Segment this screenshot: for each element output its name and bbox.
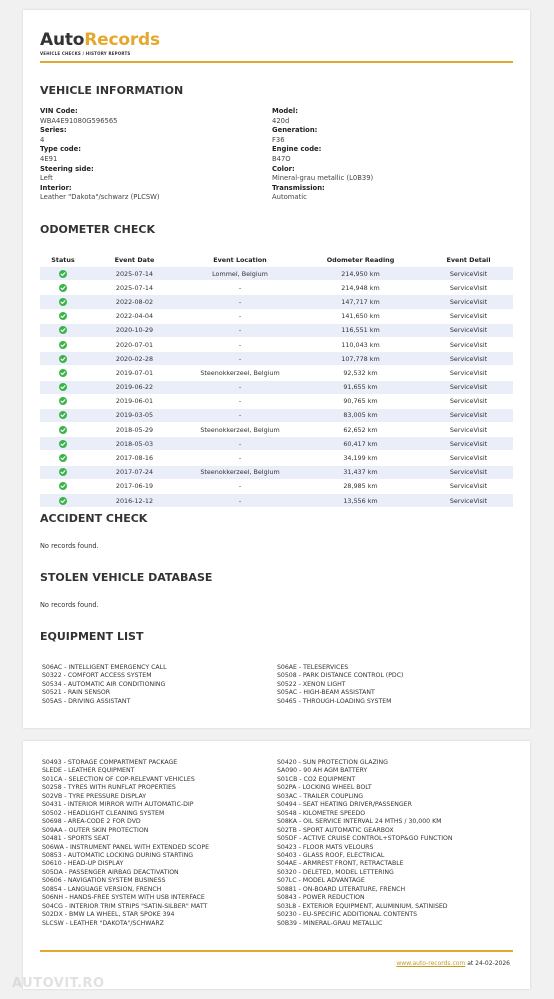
equipment-item: S06NH - HANDS-FREE SYSTEM WITH USB INTERFACE bbox=[42, 894, 205, 902]
logo-text-auto: Auto bbox=[40, 30, 85, 50]
odometer-reading-cell: 147,717 km bbox=[297, 295, 424, 309]
event-detail-cell: ServiceVisit bbox=[424, 465, 513, 479]
equipment-item: S07LC - MODEL ADVANTAGE bbox=[277, 877, 365, 885]
stolen-no-records: No records found. bbox=[40, 601, 99, 609]
table-row bbox=[40, 295, 513, 309]
equipment-list-left bbox=[42, 664, 167, 706]
check-circle-icon bbox=[59, 270, 67, 278]
equipment-list-right bbox=[277, 664, 403, 706]
odometer-table bbox=[40, 253, 513, 508]
equipment-item: S0606 - NAVIGATION SYSTEM BUSINESS bbox=[42, 877, 166, 885]
check-circle-icon bbox=[59, 482, 67, 490]
accident-no-records: No records found. bbox=[40, 542, 99, 550]
table-row bbox=[40, 337, 513, 351]
logo-text-records: Records bbox=[84, 30, 160, 50]
equipment-heading: EQUIPMENT LIST bbox=[40, 630, 144, 643]
equipment-item: S0508 - PARK DISTANCE CONTROL (PDC) bbox=[277, 672, 404, 680]
event-location-cell: - bbox=[183, 337, 297, 351]
event-detail-cell: ServiceVisit bbox=[424, 295, 513, 309]
equipment-item: S0853 - AUTOMATIC LOCKING DURING STARTING bbox=[42, 851, 194, 859]
table-row bbox=[40, 352, 513, 366]
equipment-item: S0320 - DELETED, MODEL LETTERING bbox=[277, 868, 394, 876]
accident-heading: ACCIDENT CHECK bbox=[40, 512, 148, 525]
table-row bbox=[40, 309, 513, 323]
equipment-item: S0854 - LANGUAGE VERSION, FRENCH bbox=[42, 885, 162, 893]
odometer-reading-cell: 60,417 km bbox=[297, 437, 424, 451]
equipment-item: S01CB - CO2 EQUIPMENT bbox=[277, 775, 356, 783]
odometer-reading-cell: 92,532 km bbox=[297, 366, 424, 380]
equipment-item: S0403 - GLASS ROOF, ELECTRICAL bbox=[277, 851, 385, 859]
event-date-cell: 2018-05-29 bbox=[86, 423, 183, 437]
event-detail-cell: ServiceVisit bbox=[424, 366, 513, 380]
equipment-item: SLEDE - LEATHER EQUIPMENT bbox=[42, 767, 135, 775]
equipment-list-right-cont bbox=[277, 759, 453, 928]
footer-link[interactable]: www.auto-records.com bbox=[396, 960, 466, 967]
odometer-reading-cell: 34,199 km bbox=[297, 451, 424, 465]
event-detail-cell: ServiceVisit bbox=[424, 267, 513, 281]
report-page-1 bbox=[23, 10, 530, 728]
event-date-cell: 2020-07-01 bbox=[86, 337, 183, 351]
check-circle-icon bbox=[59, 411, 67, 419]
equipment-item: S0548 - KILOMETRE SPEEDO bbox=[277, 809, 366, 817]
equipment-item: S0610 - HEAD-UP DISPLAY bbox=[42, 860, 124, 868]
check-circle-icon bbox=[59, 284, 67, 292]
status-cell bbox=[40, 465, 86, 479]
event-location-cell: Lommel, Belgium bbox=[183, 267, 297, 281]
check-circle-icon bbox=[59, 440, 67, 448]
table-row bbox=[40, 281, 513, 295]
event-location-cell: - bbox=[183, 479, 297, 493]
event-date-cell: 2019-03-05 bbox=[86, 408, 183, 422]
col-odometer-reading: Odometer Reading bbox=[326, 256, 395, 264]
odometer-reading-cell: 110,043 km bbox=[297, 337, 424, 351]
odometer-reading-cell: 28,985 km bbox=[297, 479, 424, 493]
event-location-cell: - bbox=[183, 309, 297, 323]
event-detail-cell: ServiceVisit bbox=[424, 394, 513, 408]
table-row bbox=[40, 451, 513, 465]
equipment-item: S0843 - POWER REDUCTION bbox=[277, 894, 365, 902]
info-label: Color: bbox=[272, 164, 295, 173]
equipment-item: S05DF - ACTIVE CRUISE CONTROL+STOP&GO FUNCTION bbox=[277, 835, 453, 843]
equipment-item: S02PA - LOCKING WHEEL BOLT bbox=[277, 784, 372, 792]
odometer-reading-cell: 214,950 km bbox=[297, 267, 424, 281]
event-date-cell: 2020-02-28 bbox=[86, 352, 183, 366]
event-location-cell: - bbox=[183, 437, 297, 451]
event-detail-cell: ServiceVisit bbox=[424, 309, 513, 323]
odometer-reading-cell: 31,437 km bbox=[297, 465, 424, 479]
info-value: WBA4E91080G596565 bbox=[40, 116, 118, 125]
equipment-item: S0481 - SPORTS SEAT bbox=[42, 835, 110, 843]
event-date-cell: 2022-08-02 bbox=[86, 295, 183, 309]
event-detail-cell: ServiceVisit bbox=[424, 352, 513, 366]
info-value: Left bbox=[40, 174, 53, 183]
equipment-item: S0420 - SUN PROTECTION GLAZING bbox=[277, 759, 388, 766]
info-value: B47O bbox=[272, 154, 291, 163]
table-row bbox=[40, 366, 513, 380]
equipment-item: S06WA - INSTRUMENT PANEL WITH EXTENDED SCOPE bbox=[42, 843, 209, 851]
check-circle-icon bbox=[59, 369, 67, 377]
equipment-item: S05AS - DRIVING ASSISTANT bbox=[42, 697, 131, 705]
equipment-item: S0258 - TYRES WITH RUNFLAT PROPERTIES bbox=[42, 784, 176, 792]
equipment-item: S01CA - SELECTION OF COP-RELEVANT VEHICLES bbox=[42, 775, 195, 783]
status-cell bbox=[40, 423, 86, 437]
info-value: Mineral-grau metallic (L0B39) bbox=[272, 174, 374, 183]
info-label: Generation: bbox=[272, 126, 318, 135]
stolen-heading: STOLEN VEHICLE DATABASE bbox=[40, 571, 213, 584]
table-row bbox=[40, 323, 513, 337]
header-divider bbox=[40, 61, 513, 63]
odometer-reading-cell: 13,556 km bbox=[297, 494, 424, 508]
equipment-item: S0881 - ON-BOARD LITERATURE, FRENCH bbox=[277, 885, 406, 893]
status-cell bbox=[40, 494, 86, 508]
odometer-reading-cell: 91,655 km bbox=[297, 380, 424, 394]
equipment-item: S02DX - BMW LA WHEEL, STAR SPOKE 394 bbox=[42, 911, 175, 919]
equipment-item: S0522 - XENON LIGHT bbox=[277, 680, 346, 688]
event-location-cell: - bbox=[183, 323, 297, 337]
equipment-item: S0B39 - MINERAL-GRAU METALLIC bbox=[277, 919, 383, 927]
info-value: F36 bbox=[272, 135, 285, 144]
info-value: 4 bbox=[40, 135, 45, 144]
col-status: Status bbox=[51, 256, 75, 264]
equipment-item: S06AE - TELESERVICES bbox=[277, 664, 349, 671]
event-detail-cell: ServiceVisit bbox=[424, 479, 513, 493]
equipment-item: S0494 - SEAT HEATING DRIVER/PASSENGER bbox=[277, 801, 412, 809]
status-cell bbox=[40, 380, 86, 394]
event-detail-cell: ServiceVisit bbox=[424, 323, 513, 337]
odometer-reading-cell: 83,005 km bbox=[297, 408, 424, 422]
odometer-reading-cell: 90,765 km bbox=[297, 394, 424, 408]
info-value: 420d bbox=[272, 116, 290, 125]
event-detail-cell: ServiceVisit bbox=[424, 408, 513, 422]
info-label: Series: bbox=[40, 126, 67, 135]
table-row bbox=[40, 267, 513, 281]
check-circle-icon bbox=[59, 397, 67, 405]
check-circle-icon bbox=[59, 355, 67, 363]
event-location-cell: Steenokkerzeel, Belgium bbox=[183, 465, 297, 479]
odometer-reading-cell: 116,551 km bbox=[297, 323, 424, 337]
equipment-item: S05DA - PASSENGER AIRBAG DEACTIVATION bbox=[42, 868, 179, 876]
event-date-cell: 2020-10-29 bbox=[86, 323, 183, 337]
check-circle-icon bbox=[59, 497, 67, 505]
event-date-cell: 2017-08-16 bbox=[86, 451, 183, 465]
odometer-reading-cell: 107,778 km bbox=[297, 352, 424, 366]
check-circle-icon bbox=[59, 454, 67, 462]
event-location-cell: - bbox=[183, 451, 297, 465]
event-date-cell: 2022-04-04 bbox=[86, 309, 183, 323]
event-date-cell: 2017-06-19 bbox=[86, 479, 183, 493]
event-location-cell: - bbox=[183, 394, 297, 408]
event-location-cell: - bbox=[183, 281, 297, 295]
event-date-cell: 2019-06-01 bbox=[86, 394, 183, 408]
equipment-item: S0230 - EU-SPECIFIC ADDITIONAL CONTENTS bbox=[277, 911, 418, 919]
table-row bbox=[40, 494, 513, 508]
event-detail-cell: ServiceVisit bbox=[424, 437, 513, 451]
status-cell bbox=[40, 267, 86, 281]
check-circle-icon bbox=[59, 326, 67, 334]
equipment-item: S04AE - ARMREST FRONT, RETRACTABLE bbox=[277, 860, 404, 868]
info-label: Transmission: bbox=[272, 183, 325, 192]
status-cell bbox=[40, 408, 86, 422]
odometer-reading-cell: 214,948 km bbox=[297, 281, 424, 295]
equipment-item: S08KA - OIL SERVICE INTERVAL 24 MTHS / 30,000 KM bbox=[277, 818, 442, 826]
table-row bbox=[40, 380, 513, 394]
status-cell bbox=[40, 323, 86, 337]
equipment-item: S0423 - FLOOR MATS VELOURS bbox=[277, 843, 374, 851]
status-cell bbox=[40, 437, 86, 451]
equipment-item: S0322 - COMFORT ACCESS SYSTEM bbox=[42, 672, 152, 680]
equipment-list-left-cont bbox=[42, 759, 209, 928]
equipment-item: S05AC - HIGH-BEAM ASSISTANT bbox=[277, 689, 375, 697]
col-event-detail: Event Detail bbox=[446, 256, 491, 264]
info-label: Type code: bbox=[40, 145, 81, 154]
event-location-cell: Steenokkerzeel, Belgium bbox=[183, 366, 297, 380]
status-cell bbox=[40, 295, 86, 309]
vehicle-info-right bbox=[272, 107, 373, 203]
status-cell bbox=[40, 394, 86, 408]
info-value: Leather "Dakota"/schwarz (PLCSW) bbox=[40, 193, 160, 202]
odometer-header-row bbox=[40, 253, 513, 267]
table-row bbox=[40, 479, 513, 493]
event-date-cell: 2019-07-01 bbox=[86, 366, 183, 380]
vehicle-info-left bbox=[40, 107, 160, 203]
check-circle-icon bbox=[59, 341, 67, 349]
event-detail-cell: ServiceVisit bbox=[424, 337, 513, 351]
footer-date: at 24-02-2026 bbox=[467, 960, 510, 967]
check-circle-icon bbox=[59, 468, 67, 476]
table-row bbox=[40, 394, 513, 408]
footer bbox=[396, 960, 510, 967]
info-value: Automatic bbox=[272, 193, 307, 202]
status-cell bbox=[40, 451, 86, 465]
check-circle-icon bbox=[59, 298, 67, 306]
status-cell bbox=[40, 309, 86, 323]
equipment-item: S0502 - HEADLIGHT CLEANING SYSTEM bbox=[42, 809, 165, 817]
equipment-item: S03L8 - EXTERIOR EQUIPMENT, ALUMINIUM, SATINISED bbox=[277, 902, 448, 910]
check-circle-icon bbox=[59, 383, 67, 391]
event-date-cell: 2019-06-22 bbox=[86, 380, 183, 394]
equipment-item: S02TB - SPORT AUTOMATIC GEARBOX bbox=[277, 826, 394, 834]
info-value: 4E91 bbox=[40, 154, 58, 163]
autorecords-logo bbox=[40, 30, 160, 56]
event-date-cell: 2025-07-14 bbox=[86, 281, 183, 295]
equipment-item: S0493 - STORAGE COMPARTMENT PACKAGE bbox=[42, 759, 178, 766]
info-label: Interior: bbox=[40, 183, 72, 192]
equipment-item: S03AC - TRAILER COUPLING bbox=[277, 792, 364, 800]
equipment-item: S0465 - THROUGH-LOADING SYSTEM bbox=[277, 697, 392, 705]
odometer-reading-cell: 62,652 km bbox=[297, 423, 424, 437]
equipment-item: S0431 - INTERIOR MIRROR WITH AUTOMATIC-DIP bbox=[42, 801, 194, 809]
equipment-item: SA090 - 90 AH AGM BATTERY bbox=[277, 767, 368, 775]
check-circle-icon bbox=[59, 426, 67, 434]
table-row bbox=[40, 437, 513, 451]
status-cell bbox=[40, 366, 86, 380]
status-cell bbox=[40, 479, 86, 493]
equipment-item: S0698 - AREA-CODE 2 FOR DVD bbox=[42, 818, 141, 826]
equipment-item: SLCSW - LEATHER "DAKOTA"/SCHWARZ bbox=[42, 919, 164, 927]
odometer-table-body bbox=[40, 267, 513, 508]
event-location-cell: - bbox=[183, 494, 297, 508]
equipment-item: S0521 - RAIN SENSOR bbox=[42, 689, 111, 697]
table-row bbox=[40, 408, 513, 422]
equipment-item: S06AC - INTELLIGENT EMERGENCY CALL bbox=[42, 664, 167, 671]
event-detail-cell: ServiceVisit bbox=[424, 380, 513, 394]
event-detail-cell: ServiceVisit bbox=[424, 281, 513, 295]
event-detail-cell: ServiceVisit bbox=[424, 451, 513, 465]
status-cell bbox=[40, 352, 86, 366]
equipment-item: S0534 - AUTOMATIC AIR CONDITIONING bbox=[42, 680, 166, 688]
odometer-heading: ODOMETER CHECK bbox=[40, 223, 156, 236]
info-label: VIN Code: bbox=[40, 107, 78, 115]
info-label: Engine code: bbox=[272, 145, 322, 154]
event-location-cell: - bbox=[183, 380, 297, 394]
info-label: Steering side: bbox=[40, 164, 94, 173]
event-detail-cell: ServiceVisit bbox=[424, 423, 513, 437]
autovit-watermark: AUTOVIT.RO bbox=[12, 976, 105, 991]
status-cell bbox=[40, 281, 86, 295]
check-circle-icon bbox=[59, 312, 67, 320]
equipment-item: S04CG - INTERIOR TRIM STRIPS "SATIN-SILBER" MATT bbox=[42, 902, 208, 910]
event-detail-cell: ServiceVisit bbox=[424, 494, 513, 508]
col-event-location: Event Location bbox=[213, 256, 267, 264]
event-location-cell: - bbox=[183, 295, 297, 309]
equipment-item: S09AA - OUTER SKIN PROTECTION bbox=[42, 826, 149, 834]
event-date-cell: 2025-07-14 bbox=[86, 267, 183, 281]
status-cell bbox=[40, 337, 86, 351]
event-location-cell: - bbox=[183, 352, 297, 366]
report-page-2 bbox=[23, 741, 530, 989]
event-location-cell: - bbox=[183, 408, 297, 422]
col-event-date: Event Date bbox=[114, 256, 155, 264]
event-date-cell: 2017-07-24 bbox=[86, 465, 183, 479]
vehicle-info-heading: VEHICLE INFORMATION bbox=[40, 84, 184, 97]
logo-tagline: VEHICLE CHECKS / HISTORY REPORTS bbox=[40, 51, 131, 56]
odometer-reading-cell: 141,650 km bbox=[297, 309, 424, 323]
table-row bbox=[40, 423, 513, 437]
equipment-item: S02VB - TYRE PRESSURE DISPLAY bbox=[42, 792, 147, 800]
event-date-cell: 2018-05-03 bbox=[86, 437, 183, 451]
footer-divider bbox=[40, 950, 513, 952]
event-date-cell: 2016-12-12 bbox=[86, 494, 183, 508]
info-label: Model: bbox=[272, 107, 298, 115]
event-location-cell: Steenokkerzeel, Belgium bbox=[183, 423, 297, 437]
table-row bbox=[40, 465, 513, 479]
